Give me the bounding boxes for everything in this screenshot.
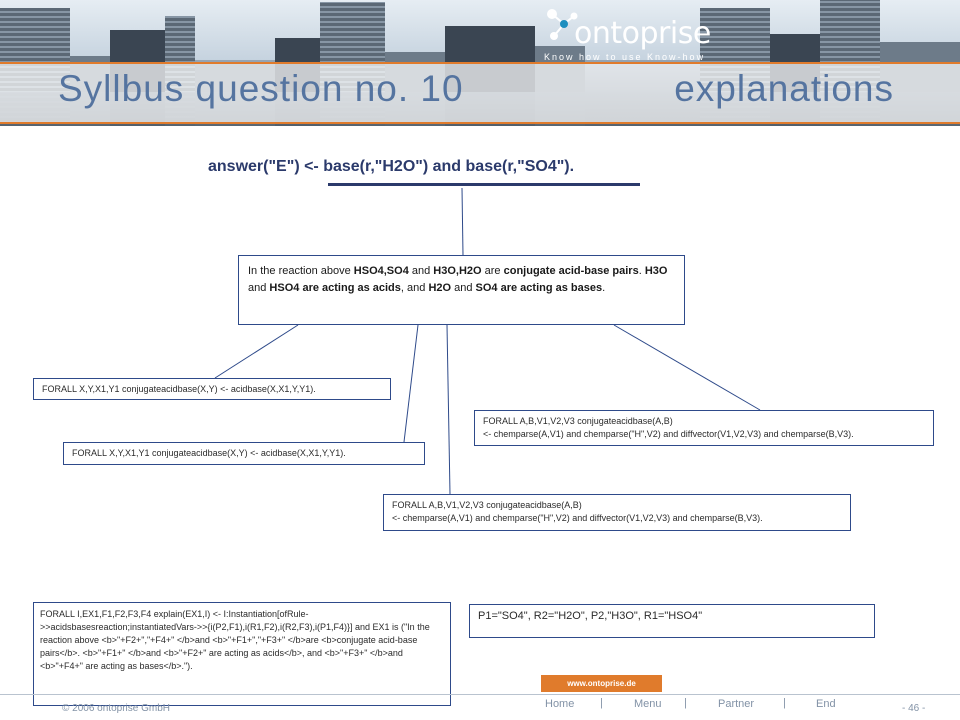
logo-tagline: Know how to use Know-how [544, 52, 706, 62]
rule-box-chemparse-1 [474, 410, 934, 446]
explanation-text: and [248, 282, 270, 294]
explanation-bold: SO4 [475, 282, 498, 294]
explanation-bold: are acting as acids [302, 282, 401, 294]
explanation-text: and [408, 265, 434, 277]
slide-subtitle: explanations [674, 68, 894, 109]
connector-line [447, 325, 450, 494]
explanation-bold: HSO4,SO4 [353, 265, 409, 277]
explanation-text: . [602, 282, 606, 294]
explanation-text: , and [400, 282, 429, 294]
explanation-bold: conjugate acid-base pairs [503, 265, 639, 277]
rule-box-explain [33, 602, 451, 706]
connector-line [404, 325, 418, 442]
rule-text: <- chemparse(A,V1) and chemparse("H",V2) and diffvector(V1,V2,V3) and chemparse(B,V3). [392, 513, 763, 523]
nav-partner-link[interactable]: Partner [718, 698, 755, 710]
explanation-bold: H2O [428, 282, 452, 294]
explanation-text: In the reaction above [248, 265, 354, 277]
copyright-text: © 2006 ontoprise GmbH [62, 703, 170, 714]
connector-line [215, 325, 298, 378]
explanation-box [238, 255, 685, 325]
rule-box-acidbase-1 [33, 378, 391, 400]
rule-text: FORALL A,B,V1,V2,V3 conjugateacidbase(A,B) [483, 416, 673, 426]
explanation-text: are [481, 265, 504, 277]
connector-line [614, 325, 760, 410]
explanation-bold: HSO4 [269, 282, 300, 294]
answer-expression: answer("E") <- base(r,"H2O") and base(r,"SO4"). [208, 158, 575, 175]
rule-text: FORALL A,B,V1,V2,V3 conjugateacidbase(A,B) [392, 500, 582, 510]
rule-text: FORALL X,Y,X1,Y1 conjugateacidbase(X,Y) <- acidbase(X,X1,Y,Y1). [42, 384, 316, 394]
explanation-text: . [638, 265, 645, 277]
nav-separator: | [783, 697, 786, 709]
rule-text: FORALL X,Y,X1,Y1 conjugateacidbase(X,Y) <- acidbase(X,X1,Y,Y1). [72, 448, 346, 458]
nav-separator: | [600, 697, 603, 709]
rule-text: FORALL I,EX1,F1,F2,F3,F4 explain(EX1,I) <- I:Instantiation[ofRule->>acidsbasesreaction;instantiatedVars->>{i(P2,F1),i(R1,F2),i(R2,F3),i(P1,F4)}] and EX1 is ("In the reaction above <b>"+F2+","+F4+" </b>and <b>"+F1+","+F3+" </b>are <b>conjugate acid-base pairs</b>. <b>"+F1+" </b>and <b>"+F2+" are acting as acids</b>, and <b>"+F3+" </b>and <b>"+F4+" are acting as bases</b>."). [40, 609, 430, 671]
rule-box-acidbase-2 [63, 442, 425, 465]
nav-end-link[interactable]: End [816, 698, 836, 710]
rule-box-chemparse-2 [383, 494, 851, 531]
explanation-bold: are acting as bases [500, 282, 603, 294]
website-link[interactable]: www.ontoprise.de [541, 675, 662, 692]
rule-text: <- chemparse(A,V1) and chemparse("H",V2) and diffvector(V1,V2,V3) and chemparse(B,V3). [483, 429, 854, 439]
logo-wordmark: ontoprise [574, 16, 711, 51]
nav-home-link[interactable]: Home [545, 698, 575, 710]
parameter-bindings: P1="SO4", R2="H2O", P2,"H3O", R1="HSO4" [478, 610, 703, 622]
page-number: - 46 - [902, 703, 926, 714]
explanation-bold: H3O,H2O [433, 265, 482, 277]
footer-divider [0, 694, 960, 695]
slide-title: Syllbus question no. 10 [58, 68, 464, 109]
answer-underline [328, 183, 640, 186]
explanation-bold: H3O [644, 265, 668, 277]
explanation-text: and [451, 282, 476, 294]
nav-menu-link[interactable]: Menu [634, 698, 662, 710]
connector-line [462, 188, 463, 255]
nav-separator: | [684, 697, 687, 709]
parameter-bindings-box [469, 604, 875, 638]
